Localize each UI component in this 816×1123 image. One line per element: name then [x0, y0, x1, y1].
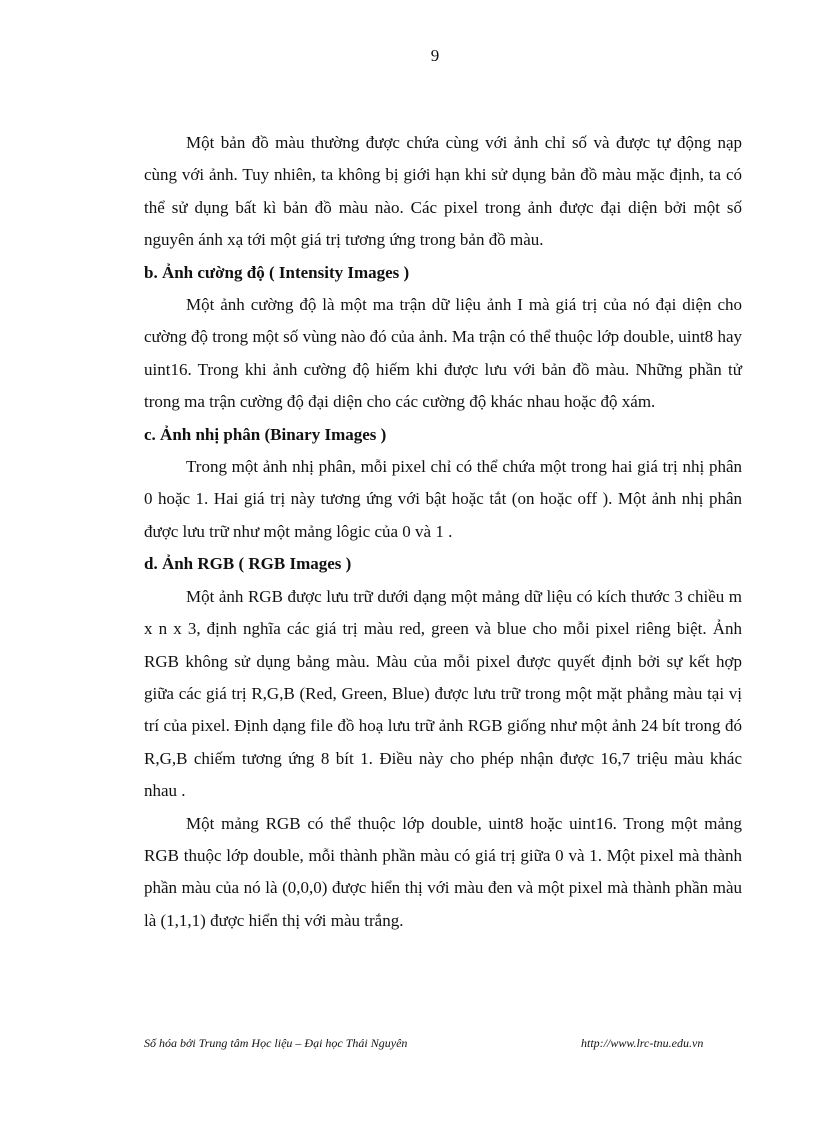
paragraph-indexed-colormap: Một bản đồ màu thường được chứa cùng với ảnh chỉ số và được tự động nạp cùng với ảnh. Tuy nhiên, ta không bị giới hạn khi sử dụng bản đồ màu mặc định, ta có thể sử dụng bất kì bản đồ màu nào. Các pixel trong ảnh được đại diện bởi một số nguyên ánh xạ tới một giá trị tương ứng trong bản đồ màu. — [144, 133, 742, 250]
footer-source: Số hóa bởi Trung tâm Học liệu – Đại học Thái Nguyên — [144, 1036, 408, 1050]
heading-rgb-images: d. Ảnh RGB ( RGB Images ) — [144, 554, 352, 574]
heading-intensity-images: b. Ảnh cường độ ( Intensity Images ) — [144, 262, 410, 282]
paragraph-rgb-array-classes: Một mảng RGB có thể thuộc lớp double, uint8 hoặc uint16. Trong một mảng RGB thuộc lớp double, mỗi thành phần màu có giá trị giữa 0 và 1. Một pixel mà thành phần màu của nó là (0,0,0) được hiển thị với màu đen và một pixel mà thành phần màu là (1,1,1) được hiển thị với màu trắng. — [144, 813, 742, 930]
footer-url: http://www.lrc-tnu.edu.vn — [581, 1036, 704, 1050]
paragraph-binary-images: Trong một ảnh nhị phân, mỗi pixel chỉ có thể chứa một trong hai giá trị nhị phân 0 hoặc 1. Hai giá trị này tương ứng với bật hoặc tắt (on hoặc off ). Một ảnh nhị phân được lưu trữ như một mảng lôgic của 0 và 1 . — [144, 457, 742, 541]
page-number: 9 — [430, 46, 440, 65]
document-body — [144, 127, 742, 937]
paragraph-intensity-images: Một ảnh cường độ là một ma trận dữ liệu ảnh I mà giá trị của nó đại diện cho cường độ trong một số vùng nào đó của ảnh. Ma trận có thể thuộc lớp double, uint8 hay uint16. Trong khi ảnh cường độ hiếm khi được lưu với bản đồ màu. Những phần tử trong ma trận cường độ đại diện cho các cường độ khác nhau hoặc độ xám. — [144, 295, 742, 412]
heading-binary-images: c. Ảnh nhị phân (Binary Images ) — [144, 424, 387, 444]
paragraph-rgb-images: Một ảnh RGB được lưu trữ dưới dạng một mảng dữ liệu có kích thước 3 chiều m x n x 3, định nghĩa các giá trị màu red, green và blue cho mỗi pixel riêng biệt. Ảnh RGB không sử dụng bảng màu. Màu của mỗi pixel được quyết định bởi sự kết hợp giữa các giá trị R,G,B (Red, Green, Blue) được lưu trữ trong một mặt phẳng màu tại vị trí của pixel. Định dạng file đồ hoạ lưu trữ ảnh RGB giống như một ảnh 24 bít trong đó R,G,B chiếm tương ứng 8 bít 1. Điều này cho phép nhận được 16,7 triệu màu khác nhau . — [144, 586, 742, 801]
